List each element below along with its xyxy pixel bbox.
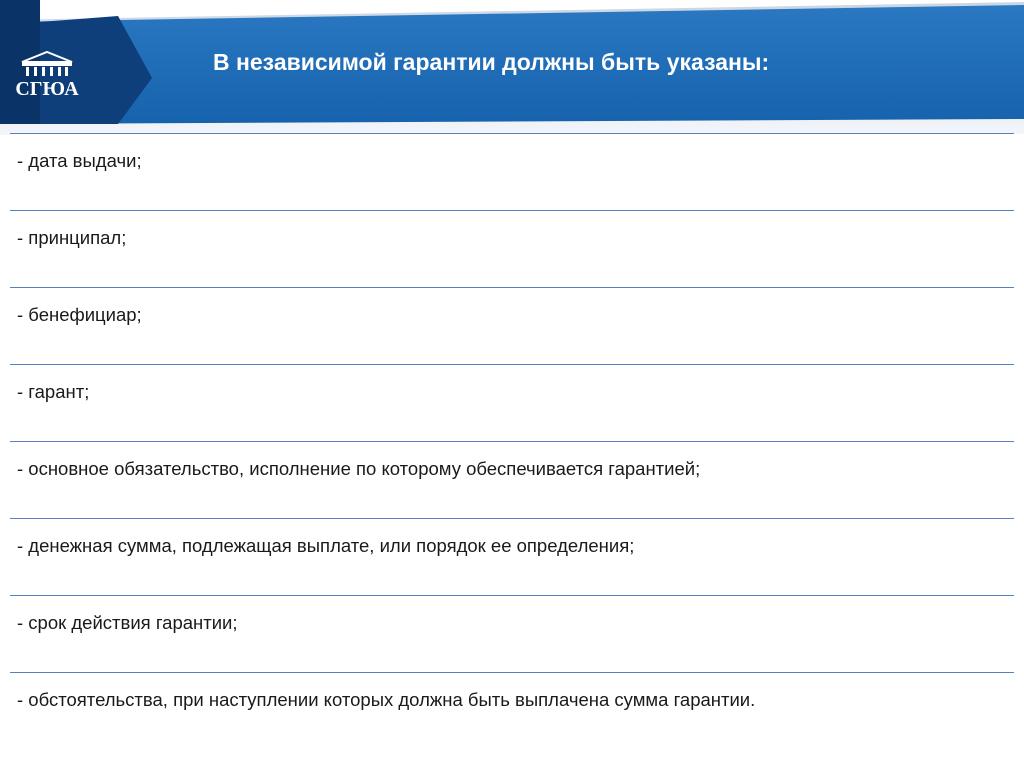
list-item <box>10 518 1014 595</box>
list-item <box>10 133 1014 210</box>
logo <box>14 50 80 106</box>
list-item-text: - дата выдачи; <box>17 150 142 171</box>
list-item <box>10 287 1014 364</box>
building-icon <box>14 50 80 78</box>
list-item <box>10 595 1014 672</box>
list-item-text: - основное обязательство, исполнение по которому обеспечивается гарантией; <box>17 458 701 479</box>
list-item-text: - обстоятельства, при наступлении которых должна быть выплачена сумма гарантии. <box>17 689 756 710</box>
list-item <box>10 672 1014 749</box>
list-item <box>10 364 1014 441</box>
slide-title: В независимой гарантии должны быть указаны: <box>213 49 770 75</box>
logo-text: СГЮА <box>15 78 79 100</box>
list-item-text: - принципал; <box>17 227 127 248</box>
list-item-text: - срок действия гарантии; <box>17 612 238 633</box>
list-item <box>10 441 1014 518</box>
list-item-text: - гарант; <box>17 381 90 402</box>
requirements-list <box>10 133 1014 749</box>
list-item-text: - бенефициар; <box>17 304 142 325</box>
list-item <box>10 210 1014 287</box>
list-item-text: - денежная сумма, подлежащая выплате, или порядок ее определения; <box>17 535 635 556</box>
